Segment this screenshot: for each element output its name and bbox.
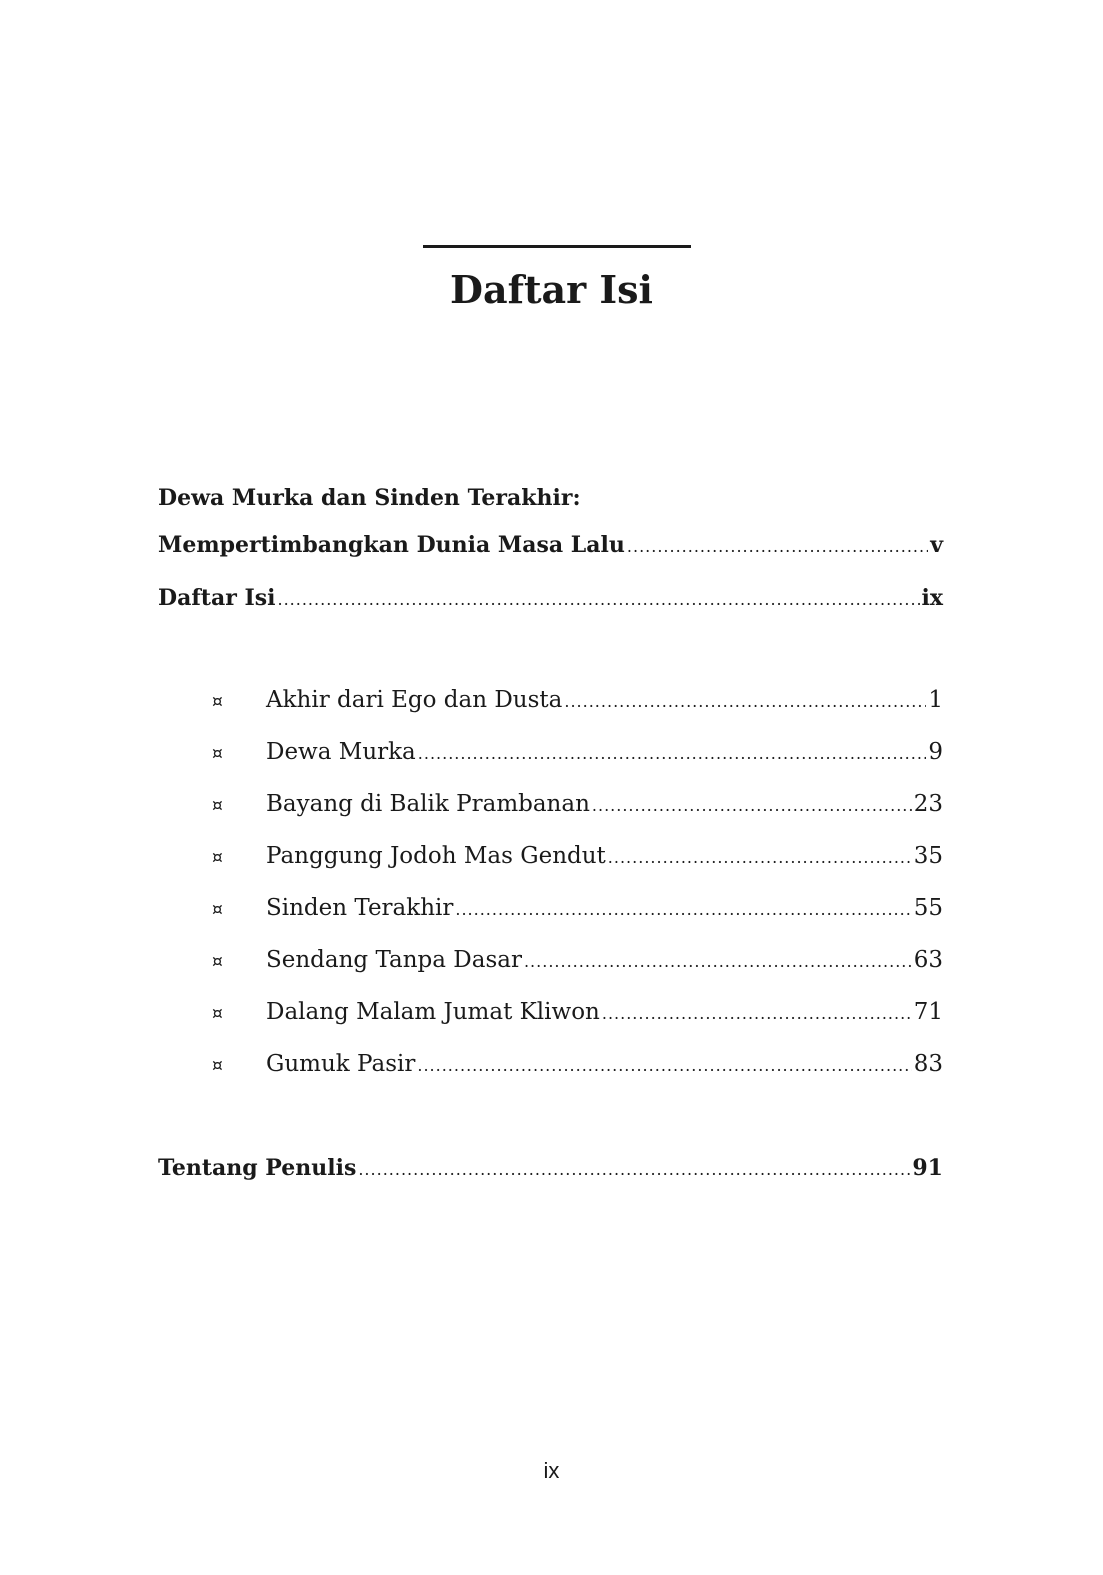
bullet-icon: ¤ bbox=[212, 900, 223, 920]
dot-leader bbox=[417, 1048, 911, 1084]
dot-leader bbox=[524, 944, 912, 980]
toc-chapter-4[interactable] bbox=[266, 838, 943, 874]
chapter-title: Dewa Murka bbox=[266, 739, 416, 765]
dot-leader bbox=[564, 684, 926, 720]
dot-leader bbox=[592, 788, 912, 824]
bullet-icon: ¤ bbox=[212, 1056, 223, 1076]
dot-leader bbox=[455, 892, 911, 928]
bullet-icon: ¤ bbox=[212, 1004, 223, 1024]
toc-chapter-5[interactable] bbox=[266, 890, 943, 926]
bullet-icon: ¤ bbox=[212, 796, 223, 816]
toc-chapter-2[interactable] bbox=[266, 734, 943, 770]
dot-leader bbox=[358, 1152, 910, 1188]
chapter-title: Sendang Tanpa Dasar bbox=[266, 947, 522, 973]
bullet-icon: ¤ bbox=[212, 744, 223, 764]
chapter-title: Sinden Terakhir bbox=[266, 895, 454, 921]
chapter-title: Akhir dari Ego dan Dusta bbox=[266, 687, 563, 713]
title-rule bbox=[423, 245, 691, 248]
toc-entry-label: Daftar Isi bbox=[158, 585, 276, 611]
toc-entry-label: Tentang Penulis bbox=[158, 1155, 357, 1181]
chapter-title: Dalang Malam Jumat Kliwon bbox=[266, 999, 600, 1025]
chapter-page: 83 bbox=[913, 1051, 943, 1077]
dot-leader bbox=[278, 582, 920, 618]
toc-entry-tentang-penulis[interactable] bbox=[158, 1150, 943, 1186]
chapter-title: Gumuk Pasir bbox=[266, 1051, 416, 1077]
bullet-icon: ¤ bbox=[212, 692, 223, 712]
chapter-title: Bayang di Balik Prambanan bbox=[266, 791, 590, 817]
chapter-page: 35 bbox=[913, 843, 943, 869]
toc-chapter-3[interactable] bbox=[266, 786, 943, 822]
dot-leader bbox=[602, 996, 912, 1032]
page-folio: ix bbox=[543, 1458, 560, 1483]
toc-entry-page: ix bbox=[921, 585, 943, 611]
chapter-page: 9 bbox=[928, 739, 943, 765]
dot-leader bbox=[418, 736, 927, 772]
toc-entry-page: 91 bbox=[912, 1155, 943, 1181]
dot-leader bbox=[627, 529, 928, 565]
chapter-page: 55 bbox=[913, 895, 943, 921]
chapter-page: 71 bbox=[913, 999, 943, 1025]
chapter-page: 23 bbox=[913, 791, 943, 817]
toc-entry-daftar-isi[interactable] bbox=[158, 580, 943, 616]
dot-leader bbox=[608, 840, 912, 876]
bullet-icon: ¤ bbox=[212, 952, 223, 972]
chapter-title: Panggung Jodoh Mas Gendut bbox=[266, 843, 606, 869]
toc-chapter-7[interactable] bbox=[266, 994, 943, 1030]
toc-entry-foreword-line1: Dewa Murka dan Sinden Terakhir: bbox=[158, 485, 581, 511]
chapter-page: 63 bbox=[913, 947, 943, 973]
toc-chapter-8[interactable] bbox=[266, 1046, 943, 1082]
page-title: Daftar Isi bbox=[450, 267, 653, 312]
toc-chapter-1[interactable] bbox=[266, 682, 943, 718]
toc-chapter-6[interactable] bbox=[266, 942, 943, 978]
toc-entry-page: v bbox=[930, 532, 943, 558]
chapter-page: 1 bbox=[928, 687, 943, 713]
toc-entry-label: Mempertimbangkan Dunia Masa Lalu bbox=[158, 532, 625, 558]
toc-entry-foreword[interactable] bbox=[158, 527, 943, 563]
bullet-icon: ¤ bbox=[212, 848, 223, 868]
